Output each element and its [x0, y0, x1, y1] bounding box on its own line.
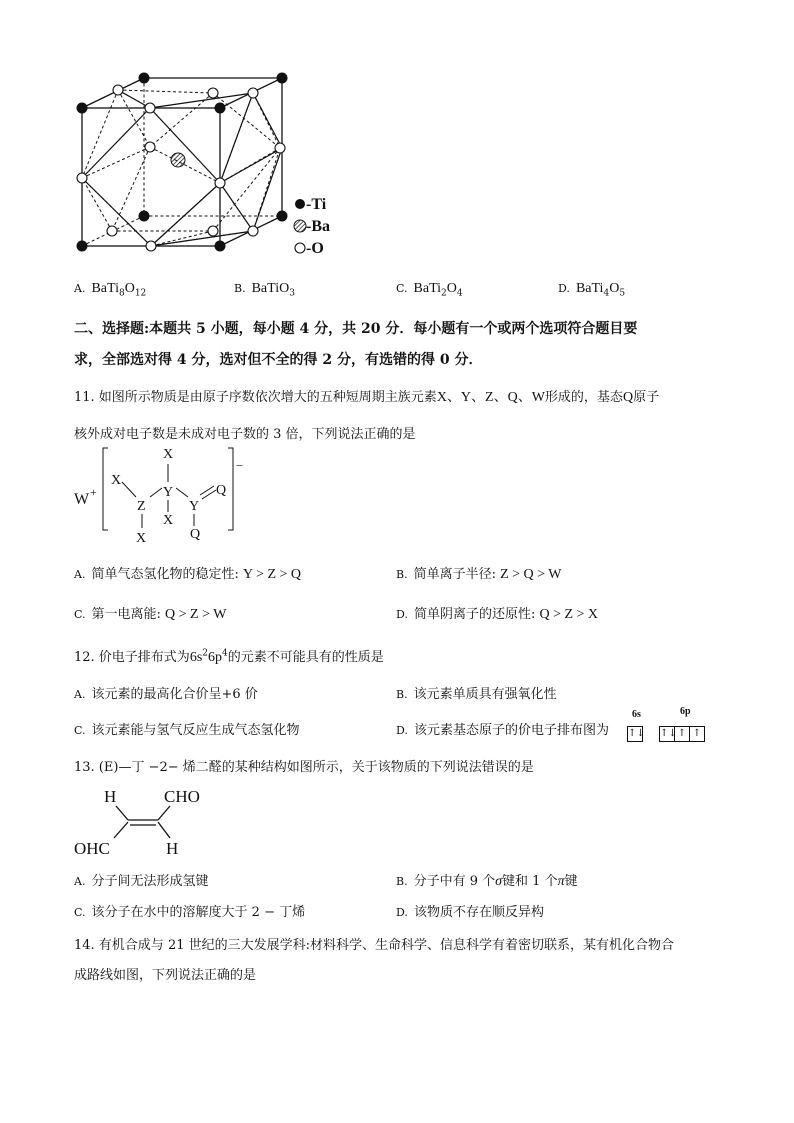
q12-option-a[interactable]: A. 该元素的最高化合价呈+6 价 [74, 687, 258, 702]
q12-option-c[interactable]: C. 该元素能与氢气反应生成气态氢化物 [74, 723, 300, 738]
svg-text:Z: Z [137, 499, 146, 514]
q13-option-c[interactable]: C. 该分子在水中的溶解度大于 2 − 丁烯 [74, 905, 306, 920]
q11-stem-line2: 核外成对电子数是未成对电子数的 3 倍，下列说法正确的是 [74, 427, 416, 442]
q11-option-b[interactable]: B. 简单离子半径: Z > Q > W [396, 567, 562, 582]
orbital-6s-label: 6s [632, 709, 641, 720]
section2-line1: 二、选择题:本题共 5 小题，每小题 4 分，共 20 分．每小题有一个或两个选项符合题目要 [74, 321, 638, 337]
q10-option-d[interactable]: D. $BaTi_4O_5$ [558, 281, 626, 299]
q13-option-a[interactable]: A. 分子间无法形成氢键 [74, 874, 209, 889]
legend-o-label: -O [306, 240, 324, 257]
q13-option-b[interactable]: B. 分子中有 9 个σ键和 1 个π键 [396, 874, 578, 889]
svg-text:CHO: CHO [164, 787, 200, 806]
q11-option-c[interactable]: C. 第一电离能: Q > Z > W [74, 607, 227, 622]
q12-option-b[interactable]: B. 该元素单质具有强氧化性 [396, 687, 557, 702]
q10-option-a[interactable]: A. $BaTi_8O_{12}$ [74, 281, 147, 299]
orbital-6p-label: 6p [680, 706, 691, 717]
q13-stem: 13. (E)—丁 −2− 烯二醛的某种结构如图所示，关于该物质的下列说法错误的是 [74, 760, 534, 775]
section2-line2: 求，全部选对得 4 分，选对但不全的得 2 分，有选错的得 0 分． [74, 352, 483, 368]
orbital-6s-box: ↑↓ [627, 726, 643, 742]
q11-stem-line1: 11. 如图所示物质是由原子序数依次增大的五种短周期主族元素X、Y、Z、Q、W形成的，基态Q原子 [74, 390, 660, 405]
q12-option-d[interactable]: D. 该元素基态原子的价电子排布图为 [396, 723, 609, 738]
svg-text:W: W [74, 491, 90, 508]
svg-text:X: X [163, 447, 174, 462]
q12-stem: 12. 价电子排布式为$6s^26p^4$的元素不可能具有的性质是 [74, 648, 384, 665]
svg-text:X: X [163, 513, 174, 528]
svg-text:Y: Y [189, 499, 200, 514]
svg-text:Q: Q [190, 527, 201, 542]
svg-text:−: − [236, 458, 244, 473]
svg-text:Y: Y [163, 485, 174, 500]
q11-structure-diagram [70, 442, 260, 546]
orbital-6p-box-2: ↑ [674, 726, 690, 742]
svg-text:+: + [90, 485, 97, 499]
q14-stem-line1: 14. 有机合成与 21 世纪的三大发展学科:材料科学、生命科学、信息科学有着密切联系，某有机化合物合 [74, 938, 674, 953]
q10-option-c[interactable]: C. $BaTi_2O_4$ [396, 281, 463, 299]
q11-option-a[interactable]: A. 简单气态氢化物的稳定性: Y > Z > Q [74, 567, 302, 582]
svg-text:X: X [111, 473, 122, 488]
q11-option-d[interactable]: D. 简单阴离子的还原性: Q > Z > X [396, 607, 599, 622]
legend-ba-label: -Ba [306, 218, 330, 235]
q10-option-b[interactable]: B. BaTiO$_3$ [234, 281, 295, 299]
orbital-6p-box-1: ↑↓ [659, 726, 675, 742]
legend-ti-label: -Ti [306, 196, 327, 213]
q13-structure-diagram [72, 782, 222, 862]
svg-text:H: H [104, 787, 117, 806]
svg-text:H: H [166, 839, 179, 858]
svg-text:X: X [136, 531, 147, 546]
svg-text:Q: Q [216, 483, 227, 498]
svg-text:OHC: OHC [74, 839, 110, 858]
orbital-6p-box-3: ↑ [689, 726, 705, 742]
q14-stem-line2: 成路线如图，下列说法正确的是 [74, 968, 257, 983]
q13-option-d[interactable]: D. 该物质不存在顺反异构 [396, 905, 544, 920]
